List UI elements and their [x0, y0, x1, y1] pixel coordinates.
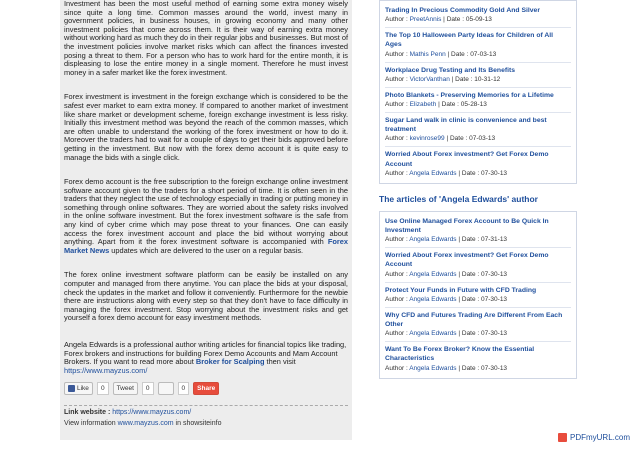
tweet-button[interactable]	[113, 382, 138, 395]
date-label: Date :	[451, 50, 469, 58]
sidebar-article-title[interactable]: Trading In Precious Commodity Gold And Silver	[385, 7, 540, 14]
date-value: 07-30-13	[481, 295, 508, 303]
author-label: Author :	[385, 16, 408, 24]
article-paragraph-2: Forex investment is investment in the foreign exchange which is considered to be the safest ever market to earn extra money. If compared to another market of investment like share market or development scheme, foreign exchange investment is less risky. Initially this investment method was beyond the reach of the common masses, which are often unable to understand the working of the forex investment or how to do it. Moreover the traders had to wait for a couple of days to get their bids approved before getting in the investment. But now with the forex demo account it is quite easy to manage the bids with a single click.	[64, 92, 348, 162]
sidebar-article-item	[385, 28, 571, 62]
author-articles-box	[379, 211, 577, 379]
like-button[interactable]	[64, 382, 93, 395]
broker-for-scalping-link[interactable]: Broker for Scalping	[195, 357, 265, 367]
date-label: Date :	[461, 236, 480, 244]
plus-button[interactable]	[158, 382, 174, 395]
sidebar-article-title[interactable]: Worried About Forex investment? Get Forex Demo Account	[385, 252, 549, 269]
sidebar-article-item	[385, 147, 571, 180]
date-value: 07-30-13	[481, 169, 508, 177]
author-name-link[interactable]: Angela Edwards	[409, 169, 457, 177]
share-button[interactable]	[193, 382, 219, 395]
author-label: Author :	[385, 135, 408, 143]
view-info-site-link[interactable]: www.mayzus.com	[117, 420, 174, 427]
link-website-line	[64, 409, 191, 416]
pdf-icon	[558, 433, 567, 442]
date-value: 07-03-13	[470, 50, 497, 58]
article-paragraph-3	[64, 178, 348, 255]
article-paragraph-1: Investment has been the most useful method of earning some extra money wisely since quite a long time. Common masses around the world, invest many in government policies, in business houses, in growing economy and many other investment policies that come across them. It is their way of earning extra money without working hard as much they do in their regular jobs and businesses. But most of the investment policies involve market risks which can affect the finances invested posing a threat to them. For a person who has to work hard for the entire month, it is displeasing to lose the entire money in a single moment. Therefore he must invest money in a safer market like the forex investment.	[64, 0, 348, 77]
link-website-url[interactable]: https://www.mayzus.com/	[112, 409, 192, 416]
author-name-link[interactable]: Angela Edwards	[409, 330, 457, 338]
date-label: Date :	[461, 364, 480, 372]
date-value: 07-30-13	[481, 270, 508, 278]
date-label: Date :	[461, 270, 480, 278]
article-body	[60, 0, 352, 440]
author-label: Author :	[385, 270, 408, 278]
author-bio-text: Angela Edwards is a professional author writing articles for financial topics like trading, Forex brokers and instructions for building Forex Demo Accounts and Mam Account Brokers. If you want to read more about	[64, 340, 347, 367]
sidebar-article-title[interactable]: Want To Be Forex Broker? Know the Essential Characteristics	[385, 346, 535, 363]
date-value: 07-30-13	[481, 364, 508, 372]
sidebar-article-meta: Author : Mathis Penn | Date : 07-03-13	[385, 50, 497, 58]
author-name-link[interactable]: PreetAnnis	[409, 16, 442, 24]
sidebar-article-meta: Author : Angela Edwards | Date : 07-30-13	[385, 295, 508, 303]
article-divider	[64, 405, 348, 406]
sidebar-article-item	[385, 88, 571, 113]
sidebar	[379, 0, 577, 379]
sidebar-article-meta: Author : PreetAnnis | Date : 05-09-13	[385, 16, 492, 24]
date-value: 05-28-13	[460, 101, 487, 109]
view-info-label: View information	[64, 420, 116, 427]
author-label: Author :	[385, 236, 408, 244]
sidebar-article-meta: Author : VictorVanthan | Date : 10-31-12	[385, 75, 501, 83]
author-name-link[interactable]: Elizabeth	[409, 101, 437, 109]
view-info-line	[64, 420, 221, 427]
sidebar-article-meta: Author : Angela Edwards | Date : 07-30-13	[385, 270, 508, 278]
author-name-link[interactable]: Angela Edwards	[409, 364, 457, 372]
sidebar-article-meta: Author : Angela Edwards | Date : 07-30-13	[385, 364, 508, 372]
date-label: Date :	[461, 169, 480, 177]
date-value: 05-09-13	[465, 16, 492, 24]
sidebar-article-title[interactable]: Sugar Land walk in clinic is convenience and best treatment	[385, 117, 547, 134]
facebook-icon	[68, 385, 75, 392]
date-label: Date :	[441, 101, 459, 109]
date-label: Date :	[461, 330, 480, 338]
pdfmyurl-watermark[interactable]	[558, 433, 630, 442]
sidebar-article-meta: Author : Elizabeth | Date : 05-28-13	[385, 101, 487, 109]
date-value: 10-31-12	[474, 75, 501, 83]
sidebar-article-meta: Author : Angela Edwards | Date : 07-30-13	[385, 330, 508, 338]
sidebar-article-item	[385, 3, 571, 28]
sidebar-article-title[interactable]: Why CFD and Futures Trading Are Different From Each Other	[385, 311, 563, 329]
article-paragraph-3-tail: updates which are delivered to the user on a regular basis.	[109, 245, 304, 255]
like-count: 0	[97, 382, 109, 395]
sidebar-article-meta: Author : Angela Edwards | Date : 07-31-13	[385, 236, 508, 244]
like-label: Like	[77, 385, 89, 393]
link-website-label: Link website :	[64, 409, 111, 416]
author-name-link[interactable]: Angela Edwards	[409, 295, 457, 303]
view-info-suffix: in showsiteinfo	[175, 420, 222, 427]
author-name-link[interactable]: kevinrose99	[409, 135, 445, 143]
share-label: Share	[197, 385, 216, 393]
author-name-link[interactable]: Angela Edwards	[409, 236, 457, 244]
social-buttons	[64, 382, 348, 395]
author-name-link[interactable]: Mathis Penn	[409, 50, 446, 58]
author-name-link[interactable]: VictorVanthan	[409, 75, 450, 83]
sidebar-article-meta: Author : Angela Edwards | Date : 07-30-13	[385, 169, 508, 177]
date-label: Date :	[455, 75, 473, 83]
sidebar-article-title[interactable]: Workplace Drug Testing and Its Benefits	[385, 66, 516, 74]
author-name-link[interactable]: Angela Edwards	[409, 270, 457, 278]
author-label: Author :	[385, 50, 408, 58]
date-label: Date :	[461, 295, 480, 303]
author-label: Author :	[385, 330, 408, 338]
sidebar-article-item	[385, 283, 571, 308]
author-label: Author :	[385, 101, 408, 109]
sidebar-article-title[interactable]: The Top 10 Halloween Party Ideas for Children of All Ages	[385, 32, 554, 49]
date-value: 07-30-13	[481, 330, 508, 338]
tweet-label: Tweet	[116, 385, 134, 393]
forex-market-news-link[interactable]: Forex Market News	[64, 237, 348, 255]
date-value: 07-03-13	[469, 135, 496, 143]
tweet-count: 0	[142, 382, 154, 395]
date-label: Date :	[446, 16, 465, 24]
sidebar-article-meta: Author : kevinrose99 | Date : 07-03-13	[385, 135, 496, 143]
sidebar-article-item	[385, 113, 571, 147]
author-url-link[interactable]: https://www.mayzus.com/	[64, 365, 148, 375]
sidebar-article-item	[385, 342, 571, 375]
date-label: Date :	[449, 135, 468, 143]
sidebar-article-item	[385, 248, 571, 282]
watermark-text: PDFmyURL.com	[569, 433, 630, 442]
article-paragraph-4: The forex online investment software platform can be easily be installed on any computer and managed from there anytime. You can place the bids at your disposal, check the updates in the market and follow it conveniently. Furthermore for the newbie there are instructions along with every step so that they don't have to face difficulty in managing the forex investment. Stop worrying about the investment risks and get yourself a forex demo account for easy investment methods.	[64, 270, 348, 323]
author-label: Author :	[385, 364, 408, 372]
sidebar-article-title[interactable]: Use Online Managed Forex Account to Be Quick In Investment	[385, 217, 549, 235]
sidebar-article-item	[385, 214, 571, 248]
author-articles-heading: The articles of 'Angela Edwards' author	[379, 193, 538, 204]
author-bio-text-2: then visit	[264, 357, 296, 367]
date-value: 07-31-13	[481, 236, 508, 244]
plus-count: 0	[178, 382, 190, 395]
sidebar-article-item	[385, 63, 571, 88]
author-label: Author :	[385, 75, 408, 83]
article-paragraph-3-text: Forex demo account is the free subscription to the foreign exchange online investment software account given to the traders for a short period of time. It is often seen in the traders that they neglect the use of technology especially in trading or putting money in something through online softwares. They are worried about the safety risks involved in the online software investment. But the forex investment software is the safe from any kind of cyber crime which may pose threat to your finances. One can easily access the forex investment account and place the bid without worrying about anything. Apart from it the forex investment software is accompanied with	[64, 177, 348, 247]
related-articles-box	[379, 0, 577, 184]
page	[52, 0, 582, 451]
sidebar-article-item	[385, 308, 571, 342]
sidebar-article-title[interactable]: Photo Blankets - Preserving Memories for a Lifetime	[385, 91, 554, 99]
author-label: Author :	[385, 295, 408, 303]
author-label: Author :	[385, 169, 408, 177]
sidebar-article-title[interactable]: Protect Your Funds in Future with CFD Trading	[385, 286, 537, 294]
author-bio	[64, 341, 348, 375]
sidebar-article-title[interactable]: Worried About Forex investment? Get Forex Demo Account	[385, 151, 549, 168]
